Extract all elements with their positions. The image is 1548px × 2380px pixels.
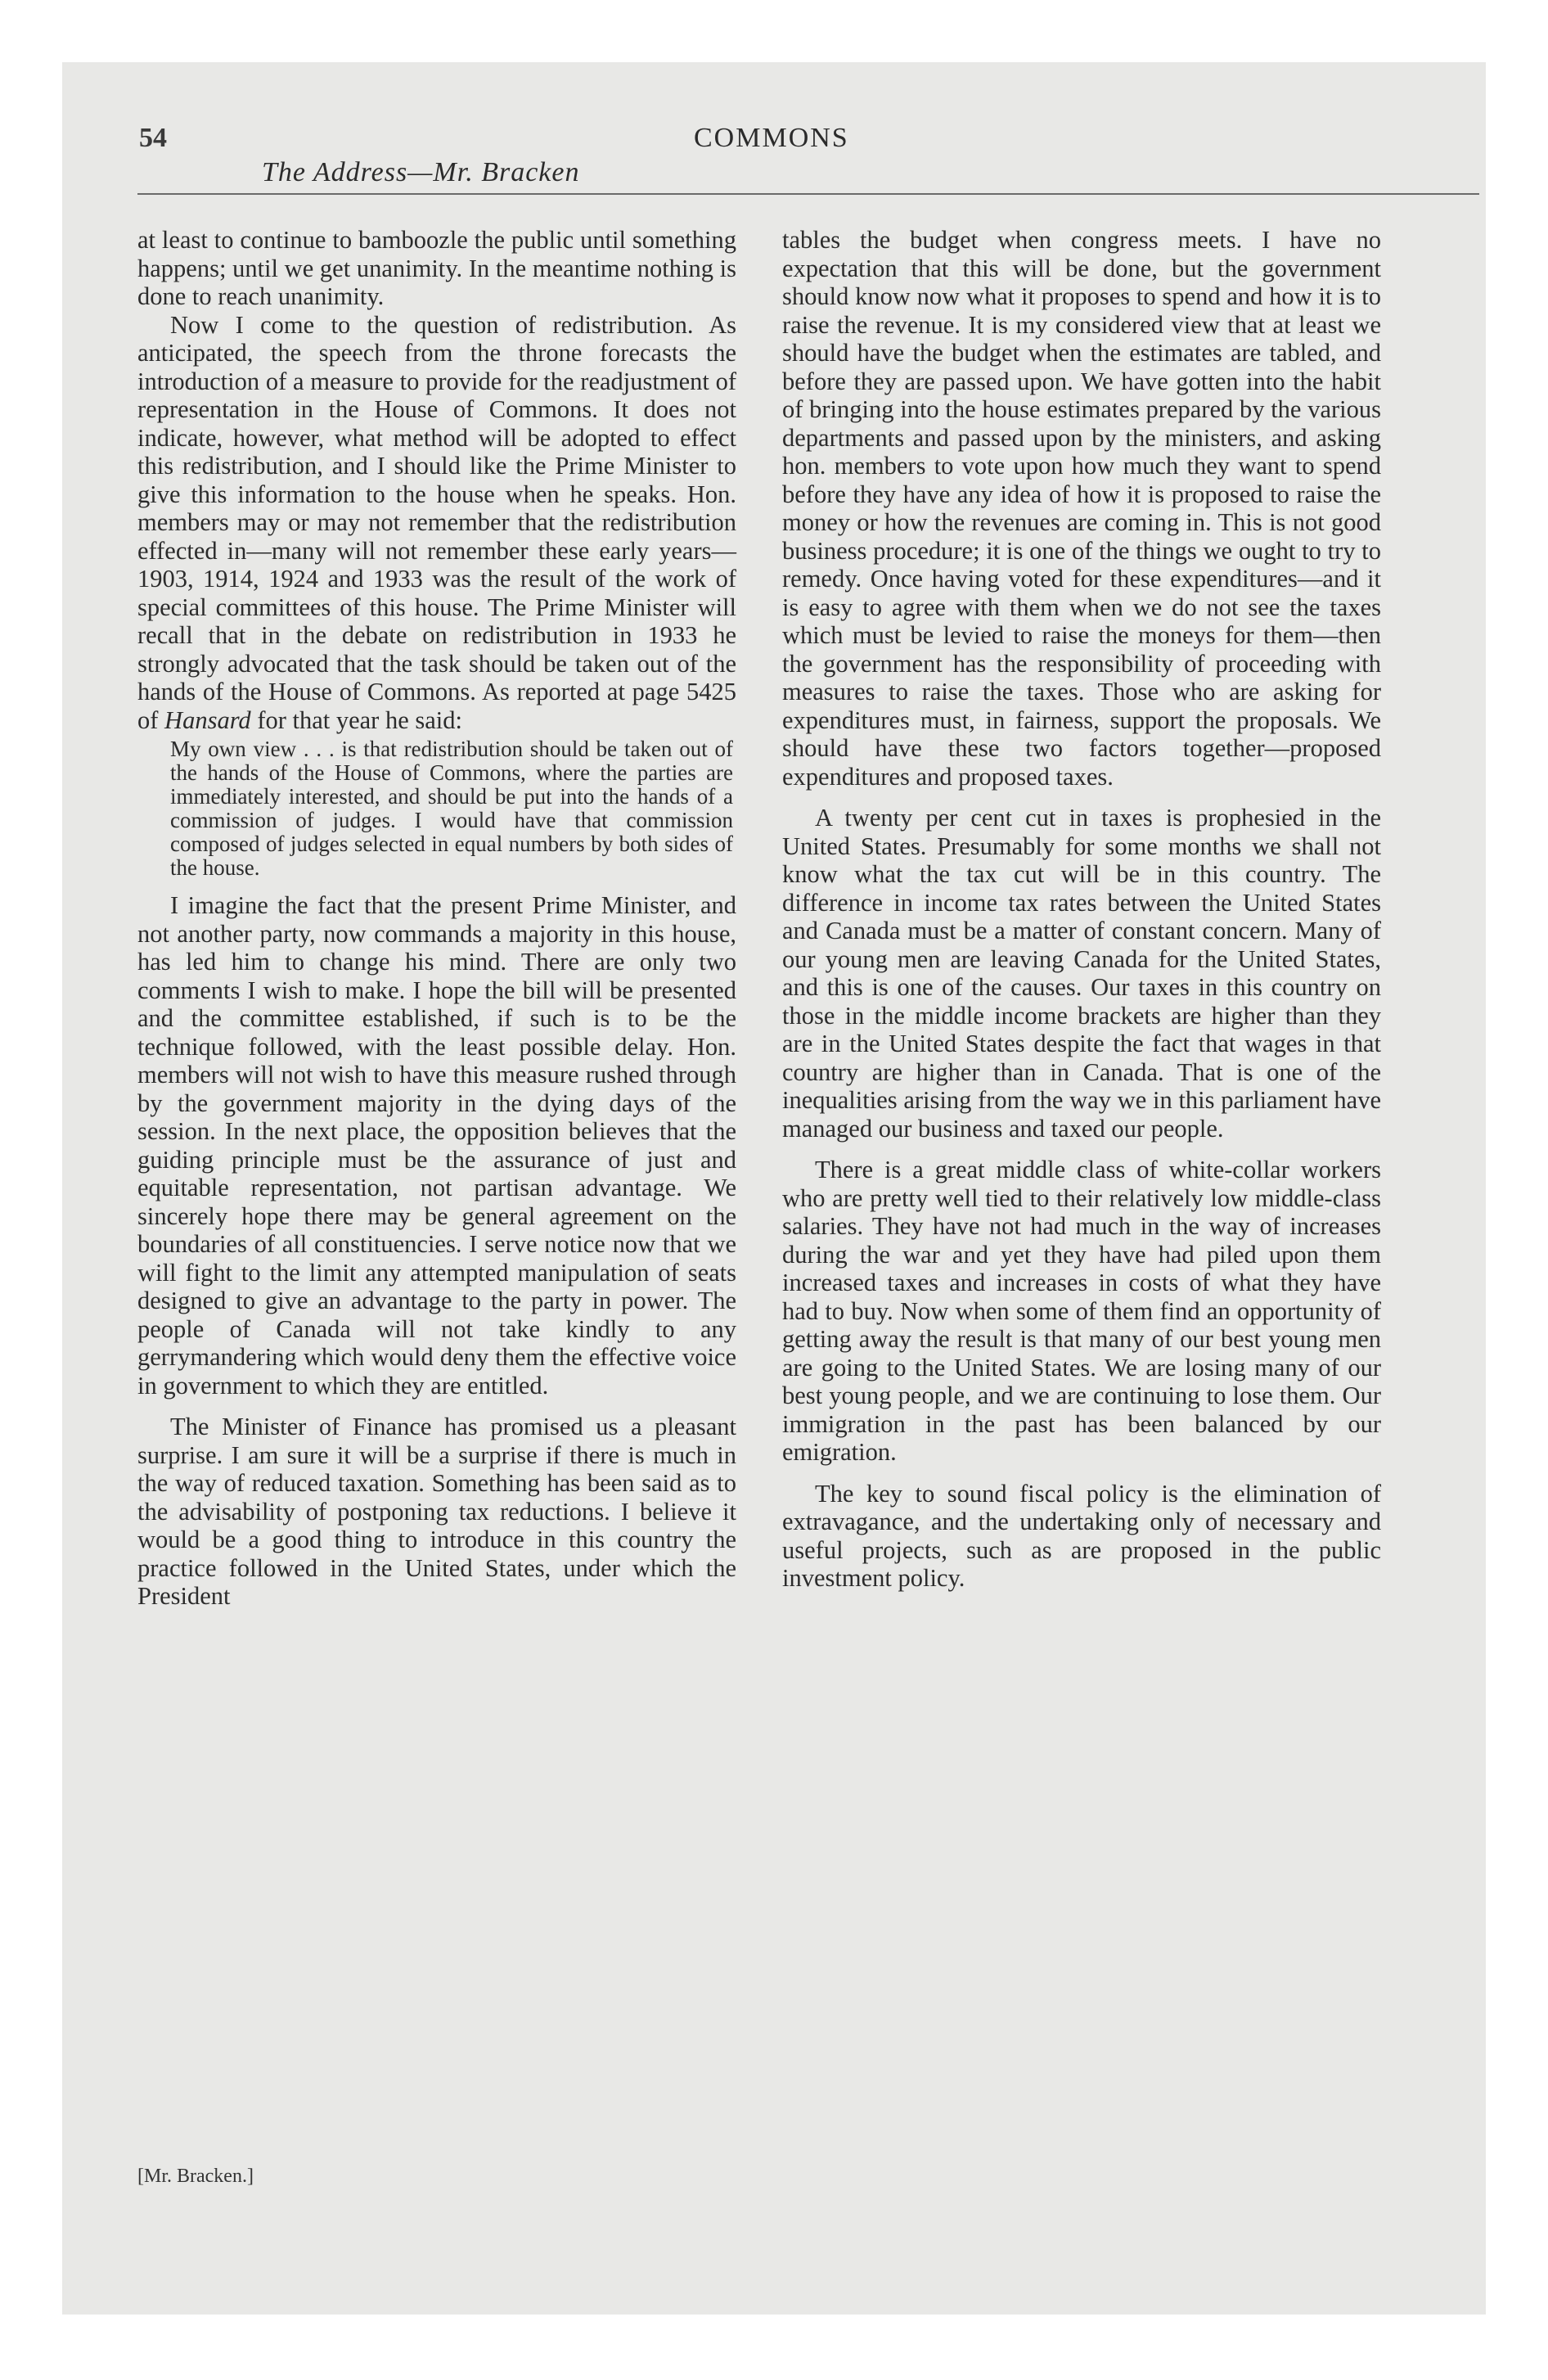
speaker-footnote: [Mr. Bracken.]	[137, 2166, 254, 2187]
page-header	[139, 123, 1481, 196]
right-paragraph-3: There is a great middle class of white-collar workers who are pretty well tied to their relatively low middle-class salaries. They have not had much in the way of increases during the war and yet they have had piled upon them increased taxes and increases in costs of what they have had to buy. Now when some of them find an opportunity of getting away the result is that many of our best young men are going to the United States. We are losing many of our best young people, and we are continuing to lose them. Our immigration in the past has been balanced by our emigration.	[782, 1156, 1381, 1466]
left-paragraph-1: at least to continue to bamboozle the public until something happens; until we get unanimity. In the meantime nothing is done to reach unanimity.	[137, 226, 736, 310]
block-quote: My own view . . . is that redistribution should be taken out of the hands of the House of Commons, where the parties are immediately interested, and should be put into the hands of a commission of judges. I would have that commission composed of judges selected in equal numbers by both sides of the house.	[170, 737, 733, 880]
hansard-title: Hansard	[164, 705, 251, 734]
right-paragraph-1: tables the budget when congress meets. I have no expectation that this will be done, but the government should know now what it proposes to spend and how it is to raise the revenue. It is my considered view that at least we should have the budget when the estimates are tabled, and before they are passed upon. We have gotten into the habit of bringing into the house estimates prepared by the various departments and passed upon by the ministers, and asking hon. members to vote upon how much they want to spend before they have any idea of how it is proposed to raise the money or how the revenues are coming in. This is not good business procedure; it is one of the things we ought to try to remedy. Once having voted for these expenditures—and it is easy to agree with them when we do not see the taxes which must be levied to raise the moneys for them—then the government has the responsibility of proceeding with measures to raise the taxes. Those who are asking for expenditures must, in fairness, support the proposals. We should have these two factors together—proposed expenditures and proposed taxes.	[782, 226, 1381, 791]
right-paragraph-4: The key to sound fiscal policy is the elimination of extravagance, and the undertaking only of necessary and useful projects, such as are proposed in the public investment policy.	[782, 1479, 1381, 1592]
left-paragraph-2	[137, 311, 736, 735]
left-paragraph-2-text: Now I come to the question of redistribution. As anticipated, the speech from the throne forecasts the introduction of a measure to provide for the readjustment of representation in the House of Commons. It does not indicate, however, what method will be adopted to effect this redistribution, and I should like the Prime Minister to give this information to the house when he speaks. Hon. members may or may not remember that the redistribution effected in—many will not remember these early years—1903, 1914, 1924 and 1933 was the result of the work of special committees of this house. The Prime Minister will recall that in the debate on redistribution in 1933 he strongly advocated that the task should be taken out of the hands of the House of Commons. As reported at page 5425 of	[137, 310, 736, 734]
right-column	[782, 226, 1381, 1593]
left-paragraph-4: The Minister of Finance has promised us a pleasant surprise. I am sure it will be a surprise if there is much in the way of reduced taxation. Something has been said as to the advisability of postponing tax reductions. I believe it would be a good thing to introduce in this country the practice followed in the United States, under which the President	[137, 1413, 736, 1610]
header-rule	[137, 193, 1479, 195]
right-paragraph-2: A twenty per cent cut in taxes is prophesied in the United States. Presumably for some months we shall not know what the tax cut will be in this country. The difference in income tax rates between the United States and Canada must be a matter of constant concern. Many of our young men are leaving Canada for the United States, and this is one of the causes. Our taxes in this country on those in the middle income brackets are higher than they are in the United States despite the fact that wages in that country are higher than in Canada. That is one of the inequalities arising from the way we in this parliament have managed our business and taxed our people.	[782, 804, 1381, 1143]
left-column	[137, 226, 736, 1611]
left-paragraph-2-tail: for that year he said:	[250, 705, 462, 734]
journal-title: COMMONS	[694, 123, 849, 153]
left-paragraph-3: I imagine the fact that the present Prime Minister, and not another party, now commands a majority in this house, has led him to change his mind. There are only two comments I wish to make. I hope the bill will be presented and the committee established, if such is to be the technique followed, with the least possible delay. Hon. members will not wish to have this measure rushed through by the government majority in the dying days of the session. In the next place, the opposition believes that the guiding principle must be the assurance of just and equitable representation, not partisan advantage. We sincerely hope there may be general agreement on the boundaries of all constituencies. I serve notice now that we will fight to the limit any attempted manipulation of seats designed to give an advantage to the party in power. The people of Canada will not take kindly to any gerrymandering which would deny them the effective voice in government to which they are entitled.	[137, 891, 736, 1400]
page-number: 54	[139, 123, 167, 153]
running-head: The Address—Mr. Bracken	[262, 157, 580, 187]
